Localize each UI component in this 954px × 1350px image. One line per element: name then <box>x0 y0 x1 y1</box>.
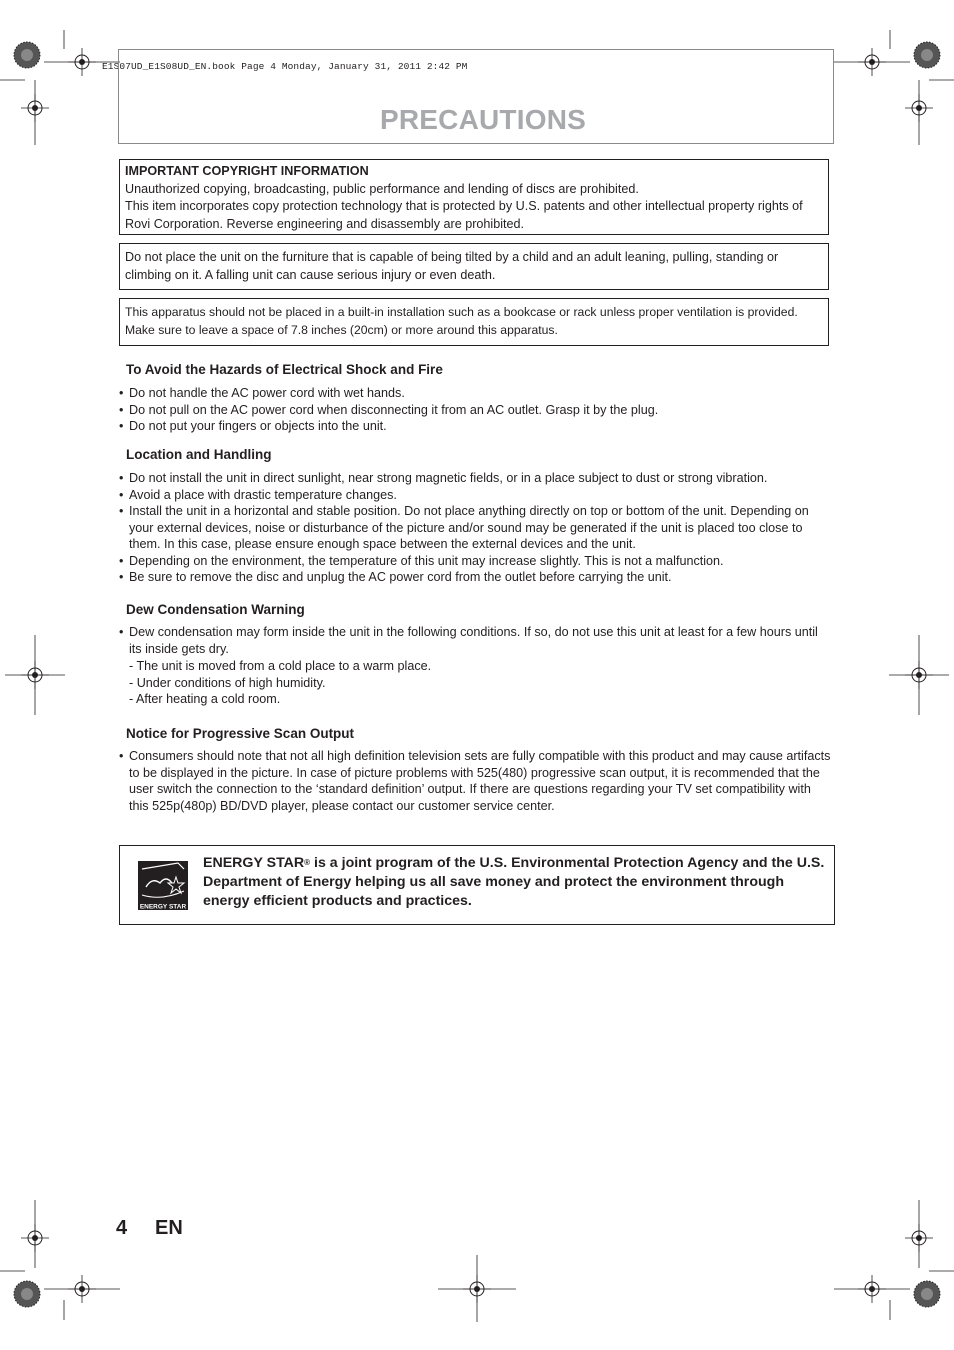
dew-condition: - The unit is moved from a cold place to a warm place. <box>129 659 432 673</box>
location-list <box>119 470 835 586</box>
list-item: • Do not install the unit in direct sunlight, near strong magnetic fields, or in a place subject to dust or strong vibration. <box>119 470 835 487</box>
progressive-heading: Notice for Progressive Scan Output <box>126 726 355 741</box>
list-item: • Do not put your fingers or objects into the unit. <box>119 418 834 435</box>
list-item: • Do not pull on the AC power cord when disconnecting it from an AC outlet. Grasp it by the plug. <box>119 402 834 419</box>
page-number: 4 <box>116 1217 128 1239</box>
dew-condition: - Under conditions of high humidity. <box>129 675 326 690</box>
location-heading: Location and Handling <box>126 447 272 462</box>
ventilation-box <box>119 298 829 346</box>
list-item: • Depending on the environment, the temperature of this unit may increase slightly. This is not a malfunction. <box>119 553 835 570</box>
copyright-line-2: This item incorporates copy protection technology that is protected by U.S. patents and other intellectual property rights of Rovi Corporation. Reverse engineering and disassembly are prohibited. <box>125 199 803 231</box>
list-item: • Avoid a place with drastic temperature changes. <box>119 487 835 504</box>
energy-star-logo-icon <box>138 861 188 910</box>
dew-conditions <box>129 658 431 708</box>
registered-mark: ® <box>304 858 311 867</box>
progressive-list <box>119 748 833 814</box>
copyright-heading: IMPORTANT COPYRIGHT INFORMATION <box>125 164 369 178</box>
list-item: • Consumers should note that not all high definition television sets are fully compatible with this product and may cause artifacts to be displayed in the picture. In case of picture problems with 525(480) progressive scan output, it is recommended that the user switch the connection to the ‘standard definition’ output. If there are questions regarding your TV set compatibility with this 525p(480p) BD/DVD player, please contact our customer service center. <box>119 748 833 814</box>
tip-over-warning-box <box>119 243 829 290</box>
ventilation-line-2: Make sure to leave a space of 7.8 inches (20cm) or more around this apparatus. <box>125 322 558 337</box>
energy-star-logo-label: ENERGY STAR <box>139 903 187 910</box>
tip-over-warning-text: Do not place the unit on the furniture that is capable of being tilted by a child and an adult leaning, pulling, standing or climbing on it. A falling unit can cause serious injury or even death. <box>125 250 779 282</box>
dew-heading: Dew Condensation Warning <box>126 602 305 617</box>
shock-heading: To Avoid the Hazards of Electrical Shock and Fire <box>126 362 443 377</box>
copyright-box <box>119 159 829 235</box>
energy-star-description: is a joint program of the U.S. Environmental Protection Agency and the U.S. Department of Energy helping us all save money and protect the environment through energy efficient products and practices. <box>203 855 825 909</box>
page-title: PRECAUTIONS <box>380 104 586 135</box>
energy-star-brand: ENERGY STAR <box>203 855 305 871</box>
ventilation-line-1: This apparatus should not be placed in a built-in installation such as a bookcase or rack unless proper ventilation is provided. <box>125 305 798 319</box>
copyright-line-1: Unauthorized copying, broadcasting, public performance and lending of discs are prohibited. <box>125 181 639 196</box>
shock-list <box>119 385 834 435</box>
page-language: EN <box>155 1217 183 1239</box>
list-item: • Dew condensation may form inside the unit in the following conditions. If so, do not use this unit at least for a few hours until its inside gets dry. <box>119 624 819 657</box>
dew-list <box>119 624 819 657</box>
list-item: • Be sure to remove the disc and unplug the AC power cord from the outlet before carrying the unit. <box>119 569 835 586</box>
energy-star-text <box>203 854 828 911</box>
list-item: • Do not handle the AC power cord with wet hands. <box>119 385 834 402</box>
file-header: E1S07UD_E1S08UD_EN.book Page 4 Monday, January 31, 2011 2:42 PM <box>102 61 468 72</box>
dew-condition: - After heating a cold room. <box>129 692 281 706</box>
list-item: • Install the unit in a horizontal and stable position. Do not place anything directly on top or bottom of the unit. Depending on your external devices, noise or disturbance of the picture and/or sound may be generated if the unit is placed too close to them. In this case, please ensure enough space between the external devices and the unit. <box>119 503 835 553</box>
